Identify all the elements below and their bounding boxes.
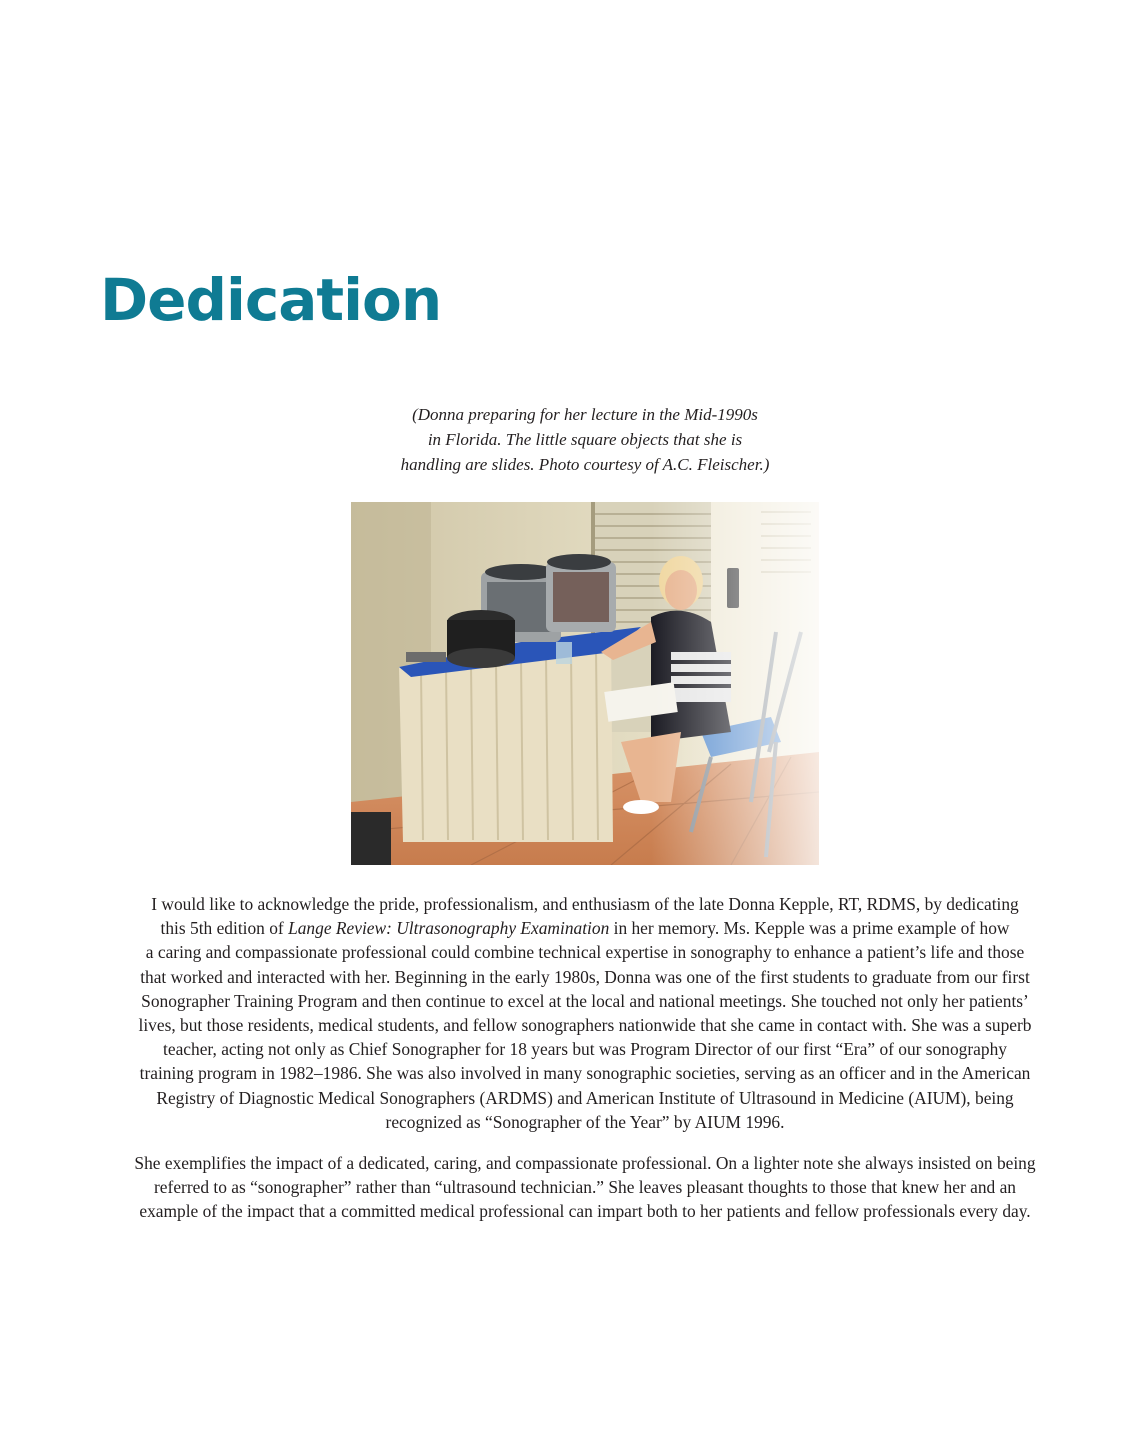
paragraph-line: that worked and interacted with her. Beginning in the early 1980s, Donna was one of the first students to graduate from our first xyxy=(140,966,1030,987)
dedication-photo xyxy=(351,502,819,865)
paragraph-line: training program in 1982–1986. She was also involved in many sonographic societies, serving as an officer and in the American xyxy=(139,1063,1031,1084)
paragraph-line: I would like to acknowledge the pride, professionalism, and enthusiasm of the late Donna Kepple, RT, RDMS, by dedicating xyxy=(151,894,1019,914)
dedication-paragraph-2 xyxy=(90,1151,1080,1224)
paragraph-line: Sonographer Training Program and then continue to excel at the local and national meetings. She touched not only her patients’ xyxy=(141,990,1029,1011)
page-title: Dedication xyxy=(100,266,442,334)
book-title: Lange Review: Ultrasonography Examination xyxy=(288,918,610,939)
paragraph-line: referred to as “sonographer” rather than “ultrasound technician.” She leaves pleasant thoughts to those that knew her and an xyxy=(154,1177,1016,1198)
caption-line: in Florida. The little square objects that she is xyxy=(427,430,743,449)
paragraph-line xyxy=(90,916,1080,940)
photo-illustration xyxy=(351,502,819,865)
photo-caption xyxy=(335,402,835,477)
paragraph-line: lives, but those residents, medical students, and fellow sonographers nationwide that she came in contact with. She was a superb xyxy=(138,1015,1032,1036)
dedication-paragraph-1 xyxy=(90,892,1080,1134)
paragraph-line: a caring and compassionate professional could combine technical expertise in sonography to enhance a patient’s life and those xyxy=(145,942,1025,963)
paragraph-line: Registry of Diagnostic Medical Sonographers (ARDMS) and American Institute of Ultrasound in Medicine (AIUM), being xyxy=(156,1087,1014,1108)
paragraph-line: recognized as “Sonographer of the Year” by AIUM 1996. xyxy=(385,1111,785,1132)
caption-line: handling are slides. Photo courtesy of A.C. Fleischer.) xyxy=(400,455,770,474)
paragraph-line: She exemplifies the impact of a dedicated, caring, and compassionate professional. On a lighter note she always insisted on being xyxy=(134,1153,1036,1173)
paragraph-line: teacher, acting not only as Chief Sonographer for 18 years but was Program Director of our first “Era” of our sonography xyxy=(163,1039,1007,1060)
caption-line: (Donna preparing for her lecture in the Mid-1990s xyxy=(412,405,758,424)
line-text: in her memory. Ms. Kepple was a prime example of how xyxy=(609,918,1010,939)
line-text: this 5th edition of xyxy=(160,918,289,939)
paragraph-line: example of the impact that a committed medical professional can impart both to her patients and fellow professionals every day. xyxy=(139,1201,1031,1222)
